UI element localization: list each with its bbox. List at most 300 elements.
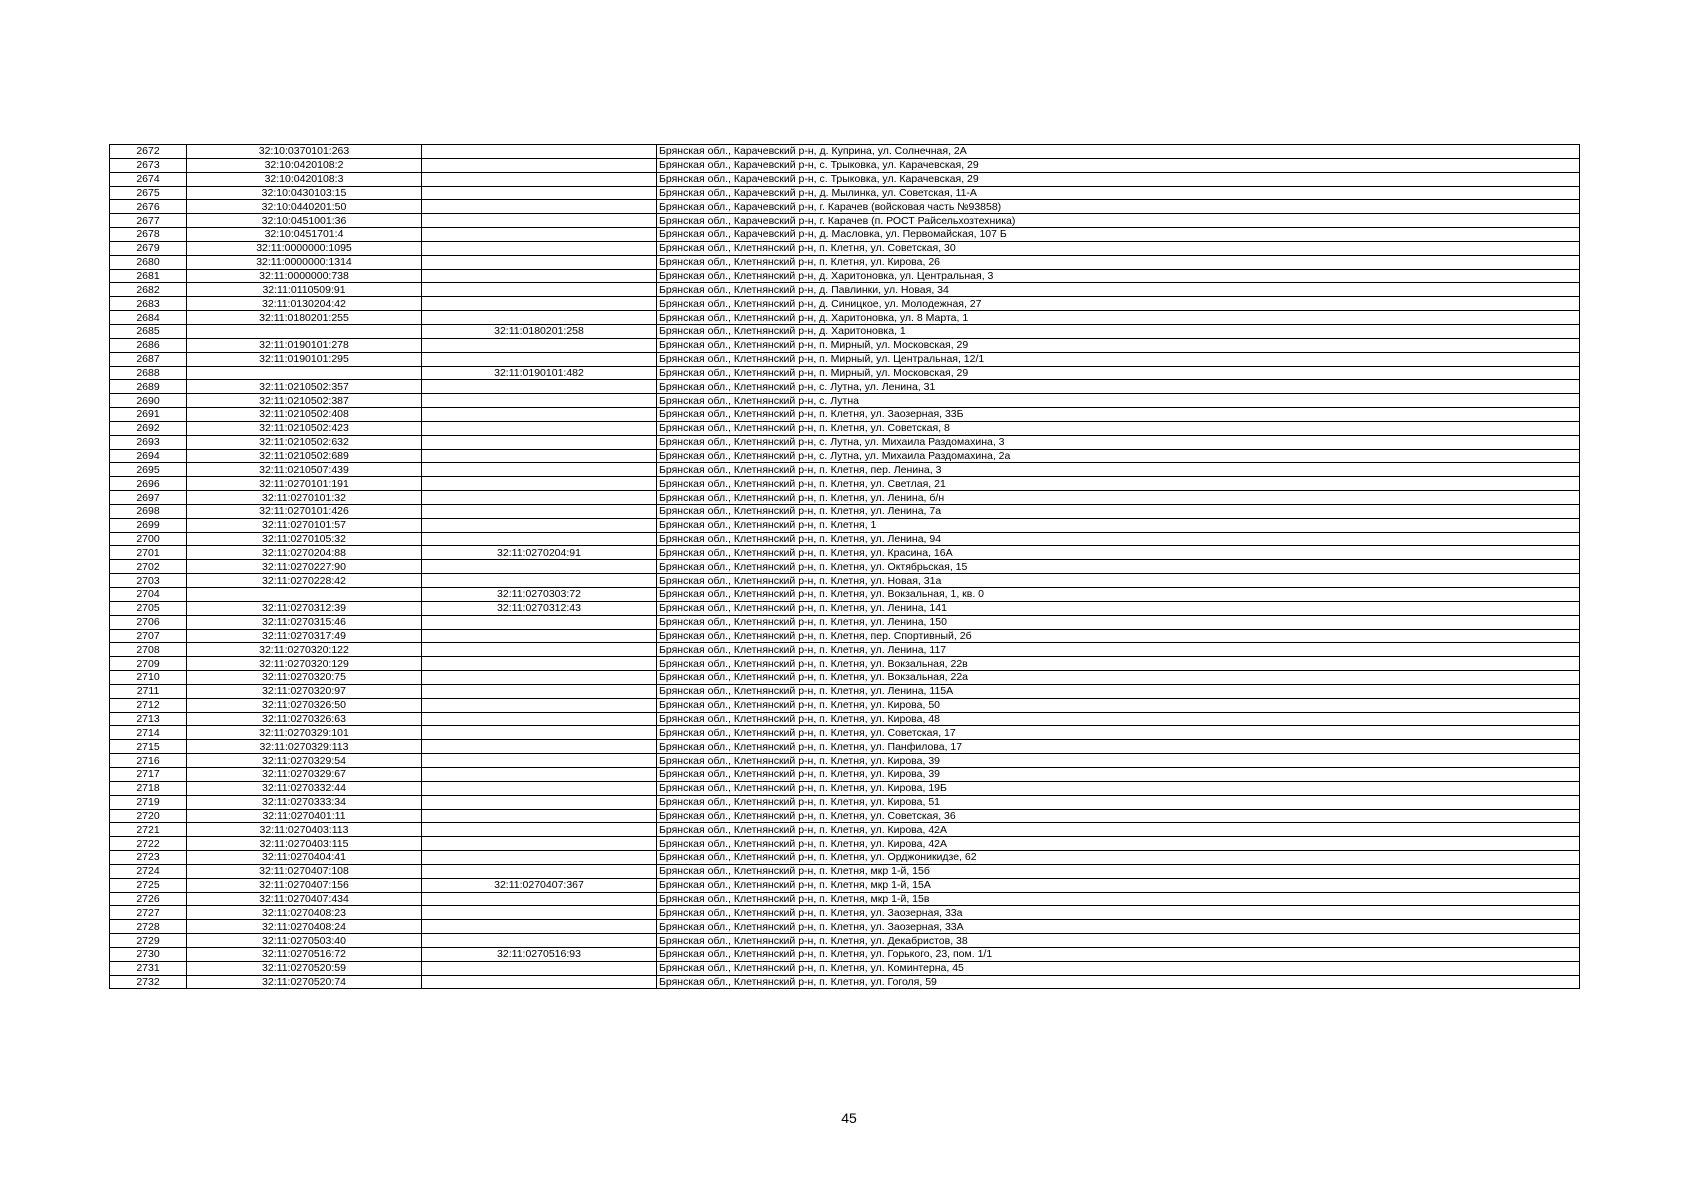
address-cell: Брянская обл., Клетнянский р-н, д. Харитоновка, ул. Центральная, 3 (657, 269, 1580, 283)
related-cadastral-number-cell (422, 435, 657, 449)
related-cadastral-number-cell: 32:11:0270204:91 (422, 546, 657, 560)
address-cell: Брянская обл., Клетнянский р-н, п. Клетня, ул. Вокзальная, 22а (657, 671, 1580, 685)
row-number-cell: 2715 (110, 740, 187, 754)
table-row (110, 712, 1580, 726)
row-number-cell: 2691 (110, 408, 187, 422)
related-cadastral-number-cell (422, 657, 657, 671)
cadastral-number-cell: 32:11:0000000:1314 (187, 255, 422, 269)
table-row (110, 463, 1580, 477)
related-cadastral-number-cell (422, 463, 657, 477)
cadastral-number-cell: 32:10:0451001:36 (187, 214, 422, 228)
address-cell: Брянская обл., Клетнянский р-н, п. Клетня, ул. Октябрьская, 15 (657, 560, 1580, 574)
row-number-cell: 2678 (110, 228, 187, 242)
cadastral-number-cell: 32:11:0270101:191 (187, 477, 422, 491)
cadastral-number-cell: 32:11:0130204:42 (187, 297, 422, 311)
table-row (110, 698, 1580, 712)
table-row (110, 878, 1580, 892)
cadastral-number-cell: 32:11:0210502:387 (187, 394, 422, 408)
address-cell: Брянская обл., Клетнянский р-н, п. Клетня, ул. Кирова, 42А (657, 837, 1580, 851)
related-cadastral-number-cell (422, 255, 657, 269)
address-cell: Брянская обл., Клетнянский р-н, с. Лутна (657, 394, 1580, 408)
address-cell: Брянская обл., Клетнянский р-н, с. Лутна, ул. Михаила Раздомахина, 3 (657, 435, 1580, 449)
cadastral-number-cell: 32:11:0270317:49 (187, 629, 422, 643)
related-cadastral-number-cell (422, 809, 657, 823)
row-number-cell: 2707 (110, 629, 187, 643)
cadastral-number-cell: 32:11:0270315:46 (187, 615, 422, 629)
cadastral-number-cell: 32:11:0270329:54 (187, 754, 422, 768)
cadastral-number-cell: 32:11:0270105:32 (187, 532, 422, 546)
table-row (110, 491, 1580, 505)
row-number-cell: 2672 (110, 145, 187, 159)
cadastral-number-cell: 32:11:0270329:101 (187, 726, 422, 740)
row-number-cell: 2723 (110, 851, 187, 865)
row-number-cell: 2681 (110, 269, 187, 283)
cadastral-number-cell: 32:11:0270101:57 (187, 518, 422, 532)
row-number-cell: 2704 (110, 588, 187, 602)
related-cadastral-number-cell (422, 795, 657, 809)
table-row (110, 380, 1580, 394)
related-cadastral-number-cell (422, 712, 657, 726)
row-number-cell: 2683 (110, 297, 187, 311)
row-number-cell: 2717 (110, 767, 187, 781)
address-cell: Брянская обл., Клетнянский р-н, п. Клетня, ул. Ленина, 150 (657, 615, 1580, 629)
address-cell: Брянская обл., Клетнянский р-н, п. Клетня, ул. Декабристов, 38 (657, 934, 1580, 948)
table-row (110, 740, 1580, 754)
related-cadastral-number-cell (422, 698, 657, 712)
address-cell: Брянская обл., Клетнянский р-н, п. Клетня, ул. Заозерная, 33А (657, 920, 1580, 934)
related-cadastral-number-cell (422, 643, 657, 657)
related-cadastral-number-cell: 32:11:0180201:258 (422, 324, 657, 338)
table-row (110, 311, 1580, 325)
address-cell: Брянская обл., Клетнянский р-н, п. Клетня, мкр 1-й, 15А (657, 878, 1580, 892)
row-number-cell: 2710 (110, 671, 187, 685)
address-cell: Брянская обл., Клетнянский р-н, п. Клетня, ул. Кирова, 26 (657, 255, 1580, 269)
table-row (110, 172, 1580, 186)
related-cadastral-number-cell (422, 975, 657, 989)
table-row (110, 864, 1580, 878)
related-cadastral-number-cell (422, 297, 657, 311)
table-row (110, 574, 1580, 588)
cadastral-number-cell: 32:11:0270333:34 (187, 795, 422, 809)
row-number-cell: 2706 (110, 615, 187, 629)
row-number-cell: 2676 (110, 200, 187, 214)
related-cadastral-number-cell (422, 518, 657, 532)
row-number-cell: 2698 (110, 504, 187, 518)
address-cell: Брянская обл., Клетнянский р-н, п. Клетня, ул. Ленина, 115А (657, 684, 1580, 698)
related-cadastral-number-cell: 32:11:0270407:367 (422, 878, 657, 892)
row-number-cell: 2677 (110, 214, 187, 228)
address-cell: Брянская обл., Клетнянский р-н, п. Клетня, ул. Вокзальная, 22в (657, 657, 1580, 671)
row-number-cell: 2692 (110, 421, 187, 435)
cadastral-number-cell (187, 588, 422, 602)
row-number-cell: 2726 (110, 892, 187, 906)
row-number-cell: 2701 (110, 546, 187, 560)
cadastral-number-cell: 32:11:0180201:255 (187, 311, 422, 325)
address-cell: Брянская обл., Клетнянский р-н, п. Клетня, пер. Ленина, 3 (657, 463, 1580, 477)
address-cell: Брянская обл., Клетнянский р-н, п. Клетня, ул. Гоголя, 59 (657, 975, 1580, 989)
related-cadastral-number-cell (422, 574, 657, 588)
address-cell: Брянская обл., Клетнянский р-н, п. Клетня, ул. Панфилова, 17 (657, 740, 1580, 754)
cadastral-number-cell: 32:11:0210502:632 (187, 435, 422, 449)
address-cell: Брянская обл., Клетнянский р-н, п. Мирный, ул. Центральная, 12/1 (657, 352, 1580, 366)
table-row (110, 892, 1580, 906)
row-number-cell: 2705 (110, 601, 187, 615)
address-cell: Брянская обл., Карачевский р-н, с. Трыковка, ул. Карачевская, 29 (657, 158, 1580, 172)
cadastral-number-cell: 32:11:0270312:39 (187, 601, 422, 615)
cadastral-number-cell: 32:11:0270326:50 (187, 698, 422, 712)
table-row (110, 601, 1580, 615)
cadastral-number-cell: 32:11:0270520:59 (187, 961, 422, 975)
row-number-cell: 2694 (110, 449, 187, 463)
address-cell: Брянская обл., Клетнянский р-н, п. Клетня, ул. Кирова, 42А (657, 823, 1580, 837)
table-row (110, 643, 1580, 657)
related-cadastral-number-cell (422, 311, 657, 325)
table-row (110, 615, 1580, 629)
related-cadastral-number-cell (422, 269, 657, 283)
cadastral-number-cell: 32:11:0270320:122 (187, 643, 422, 657)
related-cadastral-number-cell (422, 352, 657, 366)
cadastral-number-cell: 32:11:0270101:32 (187, 491, 422, 505)
row-number-cell: 2729 (110, 934, 187, 948)
cadastral-number-cell: 32:11:0210507:439 (187, 463, 422, 477)
related-cadastral-number-cell (422, 726, 657, 740)
address-cell: Брянская обл., Клетнянский р-н, п. Клетня, ул. Вокзальная, 1, кв. 0 (657, 588, 1580, 602)
address-cell: Брянская обл., Клетнянский р-н, п. Клетня, ул. Ленина, 7а (657, 504, 1580, 518)
related-cadastral-number-cell (422, 491, 657, 505)
row-number-cell: 2693 (110, 435, 187, 449)
row-number-cell: 2682 (110, 283, 187, 297)
address-cell: Брянская обл., Клетнянский р-н, д. Синицкое, ул. Молодежная, 27 (657, 297, 1580, 311)
address-cell: Брянская обл., Клетнянский р-н, п. Клетня, ул. Светлая, 21 (657, 477, 1580, 491)
cadastral-number-cell: 32:11:0270407:434 (187, 892, 422, 906)
cadastral-number-cell (187, 324, 422, 338)
address-cell: Брянская обл., Клетнянский р-н, п. Клетня, ул. Коминтерна, 45 (657, 961, 1580, 975)
row-number-cell: 2731 (110, 961, 187, 975)
cadastral-number-cell: 32:11:0270332:44 (187, 781, 422, 795)
row-number-cell: 2722 (110, 837, 187, 851)
table-row (110, 241, 1580, 255)
address-cell: Брянская обл., Клетнянский р-н, п. Клетня, ул. Новая, 31а (657, 574, 1580, 588)
table-row (110, 408, 1580, 422)
cadastral-number-cell: 32:11:0270227:90 (187, 560, 422, 574)
address-cell: Брянская обл., Карачевский р-н, с. Трыковка, ул. Карачевская, 29 (657, 172, 1580, 186)
registry-table-body (110, 145, 1580, 989)
related-cadastral-number-cell (422, 338, 657, 352)
cadastral-number-cell: 32:10:0451701:4 (187, 228, 422, 242)
table-row (110, 297, 1580, 311)
cadastral-number-cell: 32:11:0270320:129 (187, 657, 422, 671)
table-row (110, 338, 1580, 352)
cadastral-number-cell: 32:11:0270407:108 (187, 864, 422, 878)
address-cell: Брянская обл., Клетнянский р-н, п. Клетня, ул. Ленина, 141 (657, 601, 1580, 615)
cadastral-number-cell: 32:11:0270404:41 (187, 851, 422, 865)
table-row (110, 394, 1580, 408)
cadastral-number-cell: 32:11:0270401:11 (187, 809, 422, 823)
table-row (110, 588, 1580, 602)
cadastral-number-cell: 32:11:0210502:357 (187, 380, 422, 394)
related-cadastral-number-cell (422, 241, 657, 255)
related-cadastral-number-cell: 32:11:0190101:482 (422, 366, 657, 380)
table-row (110, 684, 1580, 698)
related-cadastral-number-cell: 32:11:0270303:72 (422, 588, 657, 602)
related-cadastral-number-cell (422, 837, 657, 851)
address-cell: Брянская обл., Клетнянский р-н, п. Клетня, ул. Советская, 8 (657, 421, 1580, 435)
related-cadastral-number-cell (422, 532, 657, 546)
cadastral-number-cell: 32:11:0270320:97 (187, 684, 422, 698)
cadastral-number-cell: 32:11:0270101:426 (187, 504, 422, 518)
row-number-cell: 2711 (110, 684, 187, 698)
row-number-cell: 2712 (110, 698, 187, 712)
row-number-cell: 2687 (110, 352, 187, 366)
address-cell: Брянская обл., Клетнянский р-н, п. Клетня, ул. Заозерная, 33а (657, 906, 1580, 920)
cadastral-number-cell: 32:11:0270403:115 (187, 837, 422, 851)
related-cadastral-number-cell (422, 823, 657, 837)
row-number-cell: 2732 (110, 975, 187, 989)
cadastral-number-cell: 32:11:0270408:23 (187, 906, 422, 920)
table-row (110, 975, 1580, 989)
table-row (110, 352, 1580, 366)
table-row (110, 145, 1580, 159)
address-cell: Брянская обл., Клетнянский р-н, п. Клетня, ул. Ленина, 117 (657, 643, 1580, 657)
table-row (110, 851, 1580, 865)
related-cadastral-number-cell (422, 283, 657, 297)
table-row (110, 671, 1580, 685)
row-number-cell: 2690 (110, 394, 187, 408)
cadastral-number-cell: 32:11:0270320:75 (187, 671, 422, 685)
cadastral-number-cell: 32:11:0270516:72 (187, 947, 422, 961)
table-row (110, 961, 1580, 975)
table-row (110, 186, 1580, 200)
row-number-cell: 2727 (110, 906, 187, 920)
table-row (110, 947, 1580, 961)
cadastral-number-cell: 32:10:0420108:2 (187, 158, 422, 172)
table-row (110, 934, 1580, 948)
table-row (110, 546, 1580, 560)
cadastral-number-cell: 32:11:0270520:74 (187, 975, 422, 989)
address-cell: Брянская обл., Клетнянский р-н, д. Павлинки, ул. Новая, 34 (657, 283, 1580, 297)
table-row (110, 906, 1580, 920)
cadastral-number-cell (187, 366, 422, 380)
address-cell: Брянская обл., Карачевский р-н, д. Куприна, ул. Солнечная, 2А (657, 145, 1580, 159)
table-row (110, 754, 1580, 768)
related-cadastral-number-cell (422, 754, 657, 768)
row-number-cell: 2673 (110, 158, 187, 172)
table-row (110, 200, 1580, 214)
address-cell: Брянская обл., Клетнянский р-н, п. Клетня, ул. Кирова, 51 (657, 795, 1580, 809)
row-number-cell: 2679 (110, 241, 187, 255)
table-row (110, 269, 1580, 283)
row-number-cell: 2688 (110, 366, 187, 380)
row-number-cell: 2686 (110, 338, 187, 352)
address-cell: Брянская обл., Клетнянский р-н, п. Клетня, ул. Ленина, 94 (657, 532, 1580, 546)
address-cell: Брянская обл., Клетнянский р-н, п. Клетня, ул. Орджоникидзе, 62 (657, 851, 1580, 865)
related-cadastral-number-cell (422, 781, 657, 795)
related-cadastral-number-cell (422, 906, 657, 920)
cadastral-number-cell: 32:11:0270204:88 (187, 546, 422, 560)
table-row (110, 657, 1580, 671)
related-cadastral-number-cell (422, 684, 657, 698)
row-number-cell: 2684 (110, 311, 187, 325)
address-cell: Брянская обл., Клетнянский р-н, п. Клетня, ул. Кирова, 50 (657, 698, 1580, 712)
related-cadastral-number-cell (422, 200, 657, 214)
table-row (110, 809, 1580, 823)
related-cadastral-number-cell (422, 851, 657, 865)
table-row (110, 781, 1580, 795)
row-number-cell: 2709 (110, 657, 187, 671)
cadastral-number-cell: 32:11:0190101:295 (187, 352, 422, 366)
address-cell: Брянская обл., Клетнянский р-н, д. Харитоновка, ул. 8 Марта, 1 (657, 311, 1580, 325)
address-cell: Брянская обл., Клетнянский р-н, п. Клетня, ул. Ленина, б/н (657, 491, 1580, 505)
cadastral-number-cell: 32:11:0270228:42 (187, 574, 422, 588)
cadastral-number-cell: 32:11:0270329:67 (187, 767, 422, 781)
table-row (110, 560, 1580, 574)
address-cell: Брянская обл., Клетнянский р-н, п. Клетня, пер. Спортивный, 2б (657, 629, 1580, 643)
row-number-cell: 2703 (110, 574, 187, 588)
address-cell: Брянская обл., Клетнянский р-н, с. Лутна, ул. Ленина, 31 (657, 380, 1580, 394)
address-cell: Брянская обл., Клетнянский р-н, п. Клетня, 1 (657, 518, 1580, 532)
related-cadastral-number-cell (422, 408, 657, 422)
address-cell: Брянская обл., Карачевский р-н, г. Карачев (п. РОСТ Райсельхозтехника) (657, 214, 1580, 228)
address-cell: Брянская обл., Клетнянский р-н, п. Клетня, мкр 1-й, 15б (657, 864, 1580, 878)
table-row (110, 435, 1580, 449)
related-cadastral-number-cell (422, 934, 657, 948)
row-number-cell: 2689 (110, 380, 187, 394)
address-cell: Брянская обл., Клетнянский р-н, п. Клетня, ул. Кирова, 39 (657, 754, 1580, 768)
related-cadastral-number-cell (422, 504, 657, 518)
related-cadastral-number-cell (422, 228, 657, 242)
table-row (110, 629, 1580, 643)
cadastral-number-cell: 32:11:0270408:24 (187, 920, 422, 934)
related-cadastral-number-cell (422, 145, 657, 159)
cadastral-number-cell: 32:10:0440201:50 (187, 200, 422, 214)
table-row (110, 214, 1580, 228)
table-row (110, 518, 1580, 532)
cadastral-number-cell: 32:11:0270407:156 (187, 878, 422, 892)
address-cell: Брянская обл., Клетнянский р-н, п. Клетня, ул. Красина, 16А (657, 546, 1580, 560)
related-cadastral-number-cell: 32:11:0270312:43 (422, 601, 657, 615)
address-cell: Брянская обл., Клетнянский р-н, п. Клетня, мкр 1-й, 15в (657, 892, 1580, 906)
cadastral-number-cell: 32:11:0110509:91 (187, 283, 422, 297)
row-number-cell: 2713 (110, 712, 187, 726)
table-row (110, 795, 1580, 809)
table-row (110, 255, 1580, 269)
cadastral-number-cell: 32:11:0210502:423 (187, 421, 422, 435)
table-row (110, 228, 1580, 242)
cadastral-number-cell: 32:10:0370101:263 (187, 145, 422, 159)
related-cadastral-number-cell (422, 172, 657, 186)
address-cell: Брянская обл., Клетнянский р-н, д. Харитоновка, 1 (657, 324, 1580, 338)
cadastral-number-cell: 32:11:0210502:689 (187, 449, 422, 463)
row-number-cell: 2680 (110, 255, 187, 269)
row-number-cell: 2714 (110, 726, 187, 740)
related-cadastral-number-cell (422, 186, 657, 200)
row-number-cell: 2685 (110, 324, 187, 338)
related-cadastral-number-cell (422, 421, 657, 435)
row-number-cell: 2675 (110, 186, 187, 200)
table-row (110, 726, 1580, 740)
table-row (110, 324, 1580, 338)
related-cadastral-number-cell (422, 615, 657, 629)
cadastral-number-cell: 32:11:0190101:278 (187, 338, 422, 352)
row-number-cell: 2730 (110, 947, 187, 961)
cadastral-number-cell: 32:10:0430103:15 (187, 186, 422, 200)
row-number-cell: 2718 (110, 781, 187, 795)
cadastral-number-cell: 32:11:0270503:40 (187, 934, 422, 948)
row-number-cell: 2721 (110, 823, 187, 837)
table-row (110, 920, 1580, 934)
related-cadastral-number-cell (422, 892, 657, 906)
table-row (110, 504, 1580, 518)
table-row (110, 823, 1580, 837)
address-cell: Брянская обл., Карачевский р-н, д. Масловка, ул. Первомайская, 107 Б (657, 228, 1580, 242)
related-cadastral-number-cell: 32:11:0270516:93 (422, 947, 657, 961)
related-cadastral-number-cell (422, 961, 657, 975)
cadastral-number-cell: 32:11:0270326:63 (187, 712, 422, 726)
related-cadastral-number-cell (422, 214, 657, 228)
address-cell: Брянская обл., Клетнянский р-н, п. Клетня, ул. Кирова, 48 (657, 712, 1580, 726)
table-row (110, 449, 1580, 463)
related-cadastral-number-cell (422, 767, 657, 781)
related-cadastral-number-cell (422, 920, 657, 934)
related-cadastral-number-cell (422, 158, 657, 172)
related-cadastral-number-cell (422, 740, 657, 754)
table-row (110, 767, 1580, 781)
cadastral-number-cell: 32:11:0270329:113 (187, 740, 422, 754)
row-number-cell: 2716 (110, 754, 187, 768)
table-row (110, 421, 1580, 435)
cadastral-number-cell: 32:11:0270403:113 (187, 823, 422, 837)
related-cadastral-number-cell (422, 864, 657, 878)
table-row (110, 532, 1580, 546)
row-number-cell: 2696 (110, 477, 187, 491)
address-cell: Брянская обл., Клетнянский р-н, п. Клетня, ул. Советская, 30 (657, 241, 1580, 255)
related-cadastral-number-cell (422, 560, 657, 574)
row-number-cell: 2720 (110, 809, 187, 823)
address-cell: Брянская обл., Клетнянский р-н, п. Клетня, ул. Кирова, 19Б (657, 781, 1580, 795)
related-cadastral-number-cell (422, 449, 657, 463)
table-row (110, 837, 1580, 851)
row-number-cell: 2674 (110, 172, 187, 186)
related-cadastral-number-cell (422, 477, 657, 491)
cadastral-number-cell: 32:11:0000000:1095 (187, 241, 422, 255)
row-number-cell: 2695 (110, 463, 187, 477)
row-number-cell: 2700 (110, 532, 187, 546)
related-cadastral-number-cell (422, 629, 657, 643)
cadastral-number-cell: 32:11:0000000:738 (187, 269, 422, 283)
table-row (110, 477, 1580, 491)
row-number-cell: 2702 (110, 560, 187, 574)
address-cell: Брянская обл., Клетнянский р-н, п. Клетня, ул. Советская, 36 (657, 809, 1580, 823)
row-number-cell: 2728 (110, 920, 187, 934)
address-cell: Брянская обл., Клетнянский р-н, п. Мирный, ул. Московская, 29 (657, 338, 1580, 352)
address-cell: Брянская обл., Клетнянский р-н, п. Мирный, ул. Московская, 29 (657, 366, 1580, 380)
table-row (110, 366, 1580, 380)
page-number: 45 (841, 1110, 857, 1126)
address-cell: Брянская обл., Клетнянский р-н, п. Клетня, ул. Кирова, 39 (657, 767, 1580, 781)
cadastral-number-cell: 32:10:0420108:3 (187, 172, 422, 186)
address-cell: Брянская обл., Клетнянский р-н, п. Клетня, ул. Заозерная, 33Б (657, 408, 1580, 422)
cadastral-number-cell: 32:11:0210502:408 (187, 408, 422, 422)
address-cell: Брянская обл., Карачевский р-н, г. Карачев (войсковая часть №93858) (657, 200, 1580, 214)
row-number-cell: 2697 (110, 491, 187, 505)
row-number-cell: 2699 (110, 518, 187, 532)
table-row (110, 158, 1580, 172)
related-cadastral-number-cell (422, 394, 657, 408)
address-cell: Брянская обл., Карачевский р-н, д. Мылинка, ул. Советская, 11-А (657, 186, 1580, 200)
related-cadastral-number-cell (422, 380, 657, 394)
row-number-cell: 2719 (110, 795, 187, 809)
related-cadastral-number-cell (422, 671, 657, 685)
